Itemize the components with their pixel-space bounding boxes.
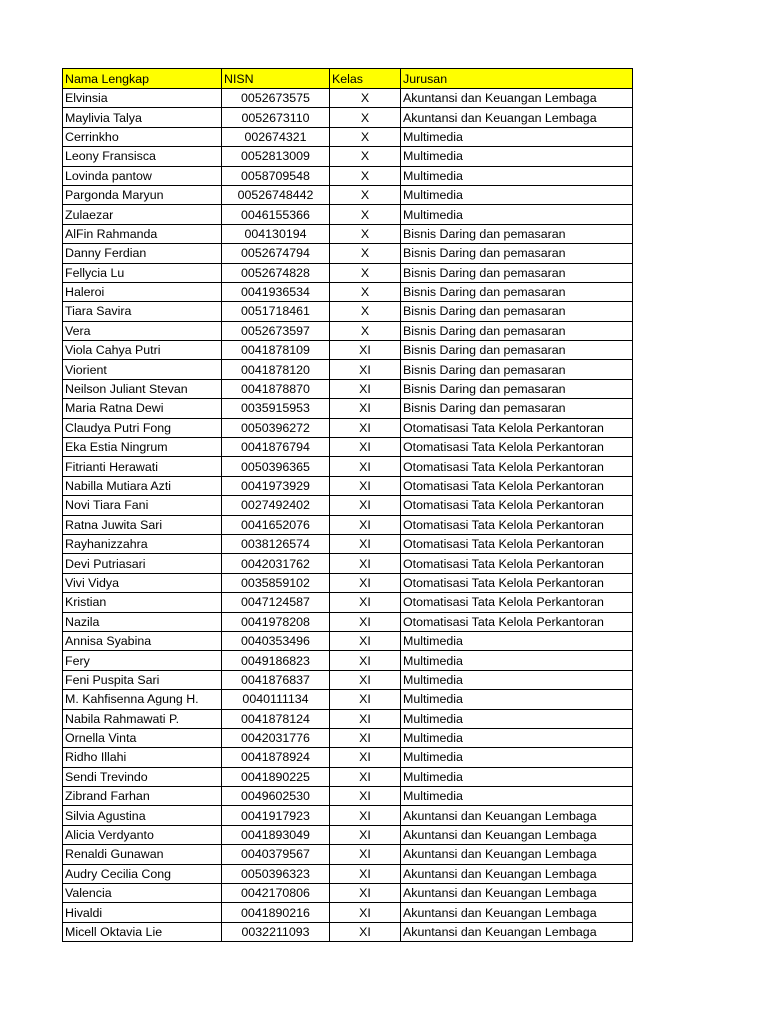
cell-kelas: XI (330, 612, 401, 631)
cell-nisn: 0035915953 (222, 399, 330, 418)
cell-nisn: 0040379567 (222, 845, 330, 864)
table-row (63, 612, 633, 631)
cell-jurusan: Bisnis Daring dan pemasaran (401, 379, 633, 398)
cell-nama: Vivi Vidya (63, 573, 222, 592)
header-nama: Nama Lengkap (63, 69, 222, 89)
cell-nama: Fery (63, 651, 222, 670)
cell-jurusan: Multimedia (401, 205, 633, 224)
student-table (62, 68, 633, 942)
cell-jurusan: Multimedia (401, 127, 633, 146)
cell-nama: Zulaezar (63, 205, 222, 224)
cell-nisn: 0052673110 (222, 108, 330, 127)
cell-kelas: XI (330, 767, 401, 786)
table-row (63, 651, 633, 670)
header-row (63, 69, 633, 89)
table-row (63, 360, 633, 379)
cell-jurusan: Akuntansi dan Keuangan Lembaga (401, 806, 633, 825)
cell-jurusan: Bisnis Daring dan pemasaran (401, 224, 633, 243)
cell-jurusan: Multimedia (401, 728, 633, 747)
table-row (63, 302, 633, 321)
cell-nama: M. Kahfisenna Agung H. (63, 690, 222, 709)
cell-jurusan: Akuntansi dan Keuangan Lembaga (401, 884, 633, 903)
cell-nisn: 0027492402 (222, 496, 330, 515)
cell-nama: Renaldi Gunawan (63, 845, 222, 864)
cell-nisn: 0052674794 (222, 244, 330, 263)
table-row (63, 690, 633, 709)
cell-nisn: 0050396323 (222, 864, 330, 883)
cell-nisn: 0052673597 (222, 321, 330, 340)
cell-kelas: XI (330, 554, 401, 573)
cell-kelas: XI (330, 825, 401, 844)
cell-nama: Nabila Rahmawati P. (63, 709, 222, 728)
cell-nama: Viorient (63, 360, 222, 379)
cell-nama: Rayhanizzahra (63, 534, 222, 553)
table-row (63, 806, 633, 825)
table-row (63, 670, 633, 689)
table-row (63, 399, 633, 418)
cell-kelas: X (330, 108, 401, 127)
table-row (63, 554, 633, 573)
cell-nama: Audry Cecilia Cong (63, 864, 222, 883)
cell-jurusan: Otomatisasi Tata Kelola Perkantoran (401, 438, 633, 457)
cell-jurusan: Multimedia (401, 631, 633, 650)
cell-nama: Vera (63, 321, 222, 340)
cell-jurusan: Akuntansi dan Keuangan Lembaga (401, 922, 633, 941)
cell-nama: Annisa Syabina (63, 631, 222, 650)
cell-nama: Sendi Trevindo (63, 767, 222, 786)
cell-jurusan: Otomatisasi Tata Kelola Perkantoran (401, 476, 633, 495)
cell-kelas: XI (330, 903, 401, 922)
cell-nama: Ornella Vinta (63, 728, 222, 747)
table-row (63, 457, 633, 476)
table-row (63, 321, 633, 340)
table-row (63, 728, 633, 747)
table-row (63, 418, 633, 437)
cell-nisn: 0041652076 (222, 515, 330, 534)
cell-jurusan: Bisnis Daring dan pemasaran (401, 244, 633, 263)
table-row (63, 845, 633, 864)
cell-nama: Danny Ferdian (63, 244, 222, 263)
cell-kelas: XI (330, 573, 401, 592)
cell-nama: Nabilla Mutiara Azti (63, 476, 222, 495)
cell-kelas: XI (330, 690, 401, 709)
cell-nisn: 0041890225 (222, 767, 330, 786)
table-row (63, 341, 633, 360)
cell-nama: Micell Oktavia Lie (63, 922, 222, 941)
cell-nisn: 0041878870 (222, 379, 330, 398)
cell-nama: Ratna Juwita Sari (63, 515, 222, 534)
cell-nama: Silvia Agustina (63, 806, 222, 825)
cell-kelas: X (330, 147, 401, 166)
cell-jurusan: Bisnis Daring dan pemasaran (401, 321, 633, 340)
cell-nama: Tiara Savira (63, 302, 222, 321)
cell-kelas: XI (330, 651, 401, 670)
cell-nisn: 0041890216 (222, 903, 330, 922)
header-jurusan: Jurusan (401, 69, 633, 89)
cell-kelas: XI (330, 360, 401, 379)
table-row (63, 767, 633, 786)
cell-jurusan: Multimedia (401, 690, 633, 709)
cell-jurusan: Bisnis Daring dan pemasaran (401, 360, 633, 379)
table-row (63, 903, 633, 922)
cell-nama: Novi Tiara Fani (63, 496, 222, 515)
table-row (63, 534, 633, 553)
cell-nisn: 0049186823 (222, 651, 330, 670)
cell-nama: Feni Puspita Sari (63, 670, 222, 689)
cell-kelas: X (330, 166, 401, 185)
cell-kelas: XI (330, 922, 401, 941)
table-row (63, 922, 633, 941)
cell-nisn: 00526748442 (222, 185, 330, 204)
table-row (63, 787, 633, 806)
cell-nisn: 0041878924 (222, 748, 330, 767)
cell-jurusan: Akuntansi dan Keuangan Lembaga (401, 845, 633, 864)
cell-nama: Valencia (63, 884, 222, 903)
table-row (63, 515, 633, 534)
table-row (63, 147, 633, 166)
table-row (63, 282, 633, 301)
table-row (63, 438, 633, 457)
cell-kelas: XI (330, 884, 401, 903)
cell-kelas: X (330, 302, 401, 321)
cell-jurusan: Otomatisasi Tata Kelola Perkantoran (401, 612, 633, 631)
table-row (63, 89, 633, 108)
cell-nisn: 0038126574 (222, 534, 330, 553)
cell-jurusan: Multimedia (401, 185, 633, 204)
cell-nisn: 0040353496 (222, 631, 330, 650)
cell-jurusan: Akuntansi dan Keuangan Lembaga (401, 108, 633, 127)
cell-nisn: 0047124587 (222, 593, 330, 612)
cell-kelas: X (330, 89, 401, 108)
table-row (63, 825, 633, 844)
cell-nama: Maria Ratna Dewi (63, 399, 222, 418)
cell-kelas: XI (330, 845, 401, 864)
table-row (63, 244, 633, 263)
table-row (63, 748, 633, 767)
table-row (63, 631, 633, 650)
cell-nisn: 0052674828 (222, 263, 330, 282)
cell-nama: Devi Putriasari (63, 554, 222, 573)
cell-nisn: 0058709548 (222, 166, 330, 185)
cell-kelas: X (330, 321, 401, 340)
cell-jurusan: Otomatisasi Tata Kelola Perkantoran (401, 554, 633, 573)
cell-kelas: X (330, 244, 401, 263)
cell-nama: Ridho Illahi (63, 748, 222, 767)
cell-nama: Maylivia Talya (63, 108, 222, 127)
cell-nisn: 0041893049 (222, 825, 330, 844)
table-row (63, 263, 633, 282)
cell-jurusan: Multimedia (401, 748, 633, 767)
cell-kelas: XI (330, 496, 401, 515)
cell-jurusan: Akuntansi dan Keuangan Lembaga (401, 825, 633, 844)
table-row (63, 379, 633, 398)
cell-nama: Cerrinkho (63, 127, 222, 146)
cell-kelas: XI (330, 515, 401, 534)
cell-jurusan: Otomatisasi Tata Kelola Perkantoran (401, 573, 633, 592)
cell-nama: Leony Fransisca (63, 147, 222, 166)
cell-nisn: 0041917923 (222, 806, 330, 825)
cell-kelas: XI (330, 670, 401, 689)
cell-nisn: 0046155366 (222, 205, 330, 224)
cell-nisn: 0042031762 (222, 554, 330, 573)
header-nisn: NISN (222, 69, 330, 89)
cell-nisn: 0040111134 (222, 690, 330, 709)
cell-nisn: 0049602530 (222, 787, 330, 806)
cell-nama: Eka Estia Ningrum (63, 438, 222, 457)
cell-jurusan: Otomatisasi Tata Kelola Perkantoran (401, 496, 633, 515)
table-row (63, 864, 633, 883)
cell-nama: Zibrand Farhan (63, 787, 222, 806)
cell-jurusan: Bisnis Daring dan pemasaran (401, 282, 633, 301)
cell-jurusan: Multimedia (401, 651, 633, 670)
student-sheet (62, 68, 633, 942)
cell-nama: Claudya Putri Fong (63, 418, 222, 437)
table-row (63, 185, 633, 204)
cell-nama: Viola Cahya Putri (63, 341, 222, 360)
cell-nama: Pargonda Maryun (63, 185, 222, 204)
cell-jurusan: Multimedia (401, 147, 633, 166)
cell-nisn: 0041878109 (222, 341, 330, 360)
cell-nama: Haleroi (63, 282, 222, 301)
cell-nisn: 0052673575 (222, 89, 330, 108)
table-row (63, 166, 633, 185)
cell-nama: AlFin Rahmanda (63, 224, 222, 243)
cell-nisn: 002674321 (222, 127, 330, 146)
cell-jurusan: Multimedia (401, 670, 633, 689)
cell-nisn: 0050396272 (222, 418, 330, 437)
cell-kelas: X (330, 127, 401, 146)
cell-nisn: 0041973929 (222, 476, 330, 495)
cell-jurusan: Akuntansi dan Keuangan Lembaga (401, 89, 633, 108)
header-kelas: Kelas (330, 69, 401, 89)
cell-nisn: 0041978208 (222, 612, 330, 631)
cell-kelas: XI (330, 476, 401, 495)
cell-kelas: XI (330, 728, 401, 747)
table-row (63, 884, 633, 903)
table-row (63, 573, 633, 592)
cell-nisn: 0042031776 (222, 728, 330, 747)
table-row (63, 224, 633, 243)
cell-kelas: XI (330, 379, 401, 398)
cell-kelas: XI (330, 457, 401, 476)
cell-nama: Fellycia Lu (63, 263, 222, 282)
table-row (63, 127, 633, 146)
cell-jurusan: Multimedia (401, 709, 633, 728)
cell-jurusan: Akuntansi dan Keuangan Lembaga (401, 903, 633, 922)
cell-kelas: XI (330, 709, 401, 728)
cell-kelas: XI (330, 534, 401, 553)
cell-nisn: 0035859102 (222, 573, 330, 592)
cell-nisn: 0042170806 (222, 884, 330, 903)
cell-jurusan: Multimedia (401, 166, 633, 185)
cell-kelas: X (330, 224, 401, 243)
cell-nama: Kristian (63, 593, 222, 612)
cell-jurusan: Bisnis Daring dan pemasaran (401, 263, 633, 282)
cell-nama: Nazila (63, 612, 222, 631)
cell-nisn: 0051718461 (222, 302, 330, 321)
cell-jurusan: Otomatisasi Tata Kelola Perkantoran (401, 593, 633, 612)
cell-nisn: 0052813009 (222, 147, 330, 166)
cell-jurusan: Otomatisasi Tata Kelola Perkantoran (401, 457, 633, 476)
cell-kelas: XI (330, 748, 401, 767)
table-row (63, 205, 633, 224)
cell-jurusan: Akuntansi dan Keuangan Lembaga (401, 864, 633, 883)
cell-jurusan: Bisnis Daring dan pemasaran (401, 341, 633, 360)
table-row (63, 593, 633, 612)
cell-kelas: XI (330, 438, 401, 457)
cell-kelas: XI (330, 787, 401, 806)
cell-nama: Neilson Juliant Stevan (63, 379, 222, 398)
cell-jurusan: Bisnis Daring dan pemasaran (401, 302, 633, 321)
cell-nama: Hivaldi (63, 903, 222, 922)
cell-kelas: XI (330, 341, 401, 360)
cell-kelas: XI (330, 806, 401, 825)
cell-kelas: XI (330, 399, 401, 418)
cell-nisn: 0041936534 (222, 282, 330, 301)
cell-nisn: 0041878124 (222, 709, 330, 728)
cell-jurusan: Otomatisasi Tata Kelola Perkantoran (401, 418, 633, 437)
cell-kelas: XI (330, 593, 401, 612)
cell-jurusan: Otomatisasi Tata Kelola Perkantoran (401, 515, 633, 534)
cell-nisn: 0041876794 (222, 438, 330, 457)
table-row (63, 476, 633, 495)
cell-kelas: XI (330, 631, 401, 650)
cell-nisn: 004130194 (222, 224, 330, 243)
cell-nama: Lovinda pantow (63, 166, 222, 185)
cell-jurusan: Otomatisasi Tata Kelola Perkantoran (401, 534, 633, 553)
table-row (63, 709, 633, 728)
table-row (63, 108, 633, 127)
cell-kelas: X (330, 185, 401, 204)
cell-kelas: X (330, 205, 401, 224)
cell-nisn: 0041878120 (222, 360, 330, 379)
cell-nama: Elvinsia (63, 89, 222, 108)
cell-nama: Fitrianti Herawati (63, 457, 222, 476)
table-body (63, 89, 633, 942)
cell-nisn: 0041876837 (222, 670, 330, 689)
cell-jurusan: Multimedia (401, 787, 633, 806)
cell-jurusan: Multimedia (401, 767, 633, 786)
cell-kelas: XI (330, 864, 401, 883)
cell-nisn: 0032211093 (222, 922, 330, 941)
table-row (63, 496, 633, 515)
cell-nisn: 0050396365 (222, 457, 330, 476)
cell-nama: Alicia Verdyanto (63, 825, 222, 844)
cell-kelas: XI (330, 418, 401, 437)
cell-jurusan: Bisnis Daring dan pemasaran (401, 399, 633, 418)
cell-kelas: X (330, 282, 401, 301)
cell-kelas: X (330, 263, 401, 282)
